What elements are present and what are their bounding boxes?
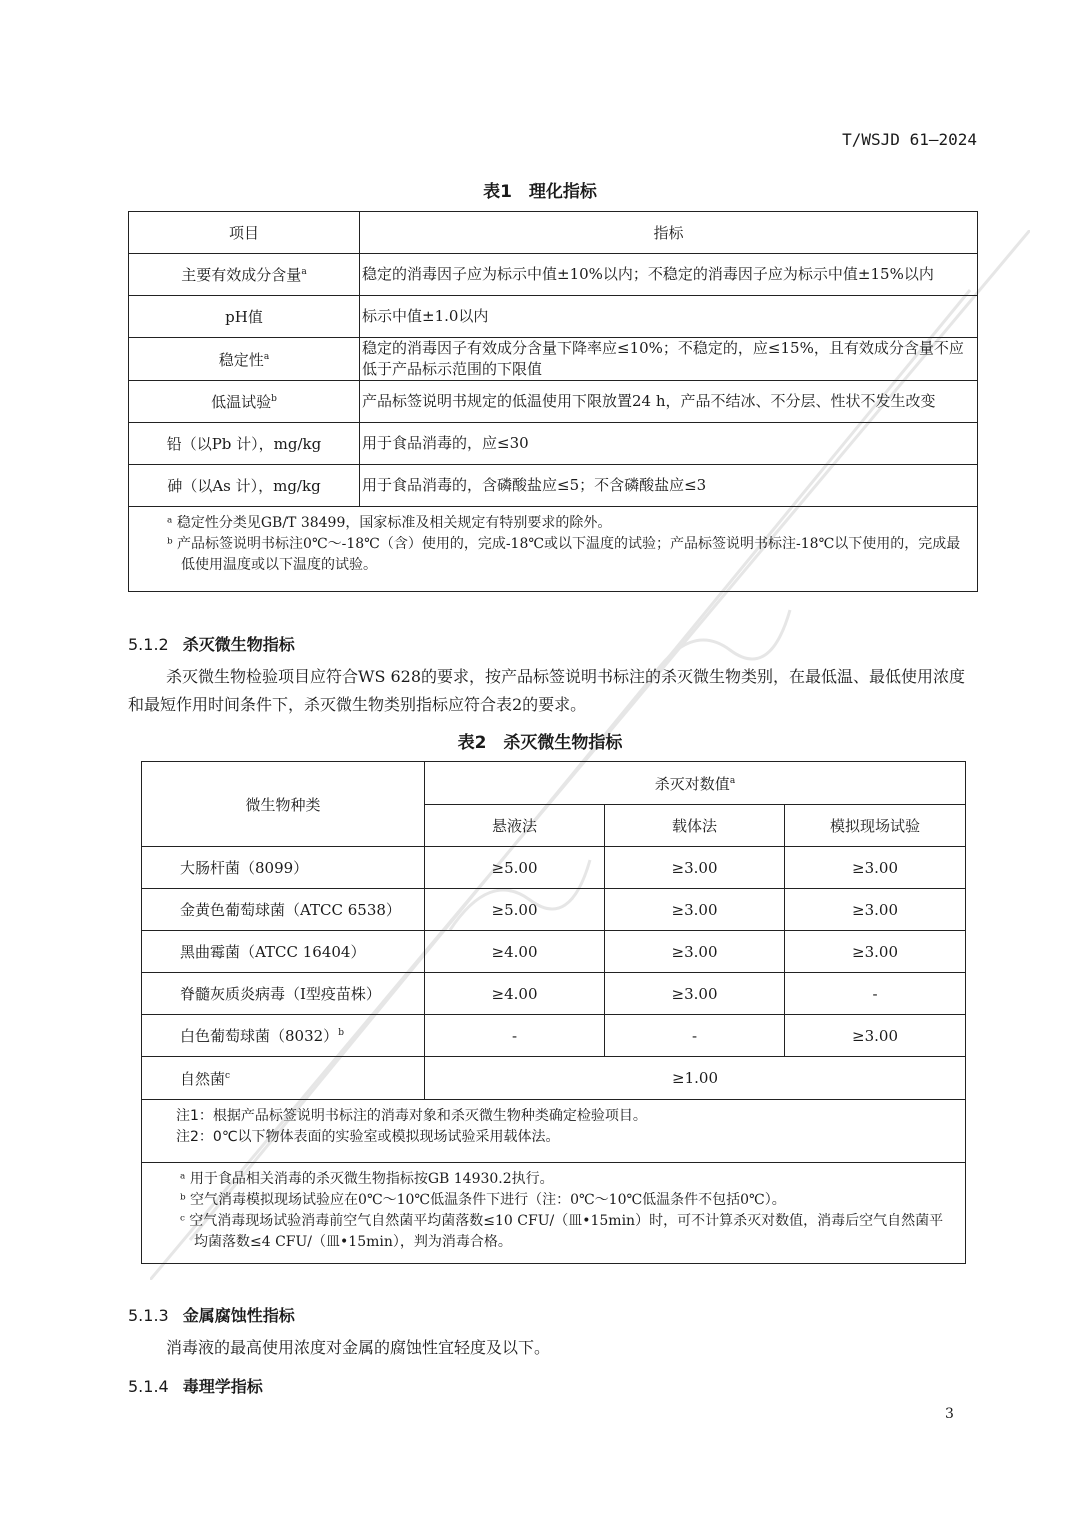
log-value-cell: -	[605, 1015, 785, 1057]
table2-footnotes	[142, 1163, 966, 1264]
log-value-cell: -	[785, 973, 966, 1015]
section-514-heading	[128, 1374, 263, 1397]
footnote: ᶜ 空气消毒现场试验消毒前空气自然菌平均菌落数≤10 CFU/（皿•15min）时，可不计算杀灭对数值，消毒后空气自然菌平均菌落数≤4 CFU/（皿•15min），判为消毒合格。	[180, 1213, 944, 1250]
section-title: 杀灭微生物指标	[182, 635, 295, 654]
table2	[141, 761, 966, 1264]
section-512-heading	[128, 632, 295, 655]
table1-row	[129, 465, 978, 507]
table1-row	[129, 423, 978, 465]
table2-header-log: 杀灭对数值$^a$	[425, 762, 966, 805]
section-number: 5.1.3	[128, 1306, 169, 1325]
section-513-text: 消毒液的最高使用浓度对金属的腐蚀性宜轻度及以下。	[166, 1338, 551, 1357]
note: 注1：根据产品标签说明书标注的消毒对象和杀灭微生物种类确定检验项目。	[176, 1108, 647, 1124]
section-number: 5.1.2	[128, 635, 169, 654]
log-value-cell: ≥3.00	[605, 931, 785, 973]
log-value-cell: ≥3.00	[605, 889, 785, 931]
table2-header-species: 微生物种类	[142, 762, 425, 847]
item-cell: 铅（以Pb 计），mg/kg	[129, 423, 360, 465]
value-cell: 用于食品消毒的，应≤30	[360, 423, 978, 465]
footnote: ᵇ 空气消毒模拟现场试验应在0℃～10℃低温条件下进行（注：0℃～10℃低温条件不包括0℃）。	[180, 1192, 786, 1208]
table2-row	[142, 889, 966, 931]
table1-header-item: 项目	[129, 212, 360, 254]
table2-row	[142, 931, 966, 973]
footnote: ᵃ 用于食品相关消毒的杀灭微生物指标按GB 14930.2执行。	[180, 1171, 554, 1187]
species-cell: 黑曲霉菌（ATCC 16404）	[142, 931, 425, 973]
item-cell: 砷（以As 计），mg/kg	[129, 465, 360, 507]
table2-row	[142, 847, 966, 889]
table1-header-index: 指标	[360, 212, 978, 254]
table2-notes	[142, 1100, 966, 1163]
log-value-cell: ≥3.00	[785, 889, 966, 931]
table1-row	[129, 381, 978, 423]
table1	[128, 211, 978, 592]
natural-bacteria-value: ≥1.00	[425, 1057, 966, 1100]
table1-footnotes	[129, 507, 978, 592]
item-cell: pH值	[129, 296, 360, 338]
log-value-cell: ≥3.00	[785, 1015, 966, 1057]
table1-caption: 表1 理化指标	[483, 182, 597, 202]
species-cell: 脊髓灰质炎病毒（Ⅰ型疫苗株）	[142, 973, 425, 1015]
table2-row	[142, 1015, 966, 1057]
item-cell: 主要有效成分含量$^a$	[129, 254, 360, 296]
natural-bacteria-label: 自然菌$^c$	[142, 1057, 425, 1100]
log-value-cell: -	[425, 1015, 605, 1057]
log-value-cell: ≥4.00	[425, 931, 605, 973]
value-cell: 标示中值±1.0以内	[360, 296, 978, 338]
log-value-cell: ≥5.00	[425, 847, 605, 889]
section-title: 毒理学指标	[182, 1377, 263, 1396]
log-value-cell: ≥3.00	[605, 973, 785, 1015]
value-cell: 稳定的消毒因子有效成分含量下降率应≤10%；不稳定的，应≤15%，且有效成分含量不应低于产品标示范围的下限值	[360, 338, 978, 381]
species-cell: 白色葡萄球菌$(8032)^b$	[142, 1015, 425, 1057]
method-simulated-field: 模拟现场试验	[785, 805, 966, 847]
item-cell: 低温试验$^b$	[129, 381, 360, 423]
log-value-cell: ≥4.00	[425, 973, 605, 1015]
log-value-cell: ≥3.00	[605, 847, 785, 889]
method-suspension: 悬液法	[425, 805, 605, 847]
value-cell: 稳定的消毒因子应为标示中值±10%以内；不稳定的消毒因子应为标示中值±15%以内	[360, 254, 978, 296]
log-value-cell: ≥5.00	[425, 889, 605, 931]
log-value-cell: ≥3.00	[785, 931, 966, 973]
log-value-cell: ≥3.00	[785, 847, 966, 889]
page-number: 3	[945, 1406, 954, 1422]
footnote: ᵇ 产品标签说明书标注0℃～-18℃（含）使用的，完成-18℃或以下温度的试验；产品标签说明书标注-18℃以下使用的，完成最低使用温度或以下温度的试验。	[167, 536, 961, 573]
footnote: ᵃ 稳定性分类见GB/T 38499，国家标准及相关规定有特别要求的除外。	[167, 515, 612, 531]
species-cell: 金黄色葡萄球菌（ATCC 6538）	[142, 889, 425, 931]
value-cell: 用于食品消毒的，含磷酸盐应≤5；不含磷酸盐应≤3	[360, 465, 978, 507]
table1-row	[129, 296, 978, 338]
section-512-text: 杀灭微生物检验项目应符合WS 628的要求，按产品标签说明书标注的杀灭微生物类别，在最低温、最低使用浓度和最短作用时间条件下，杀灭微生物类别指标应符合表2的要求。	[128, 667, 966, 714]
note: 注2：0℃以下物体表面的实验室或模拟现场试验采用载体法。	[176, 1129, 560, 1145]
document-id: T/WSJD 61—2024	[842, 130, 977, 149]
table1-row	[129, 254, 978, 296]
method-carrier: 载体法	[605, 805, 785, 847]
item-cell: 稳定性$^a$	[129, 338, 360, 381]
value-cell: 产品标签说明书规定的低温使用下限放置24 h，产品不结冰、不分层、性状不发生改变	[360, 381, 978, 423]
table2-caption: 表2 杀灭微生物指标	[457, 733, 623, 753]
table2-row	[142, 973, 966, 1015]
section-513-heading	[128, 1303, 295, 1326]
section-number: 5.1.4	[128, 1377, 169, 1396]
table1-row	[129, 338, 978, 381]
section-title: 金属腐蚀性指标	[182, 1306, 295, 1325]
species-cell: 大肠杆菌（8099）	[142, 847, 425, 889]
